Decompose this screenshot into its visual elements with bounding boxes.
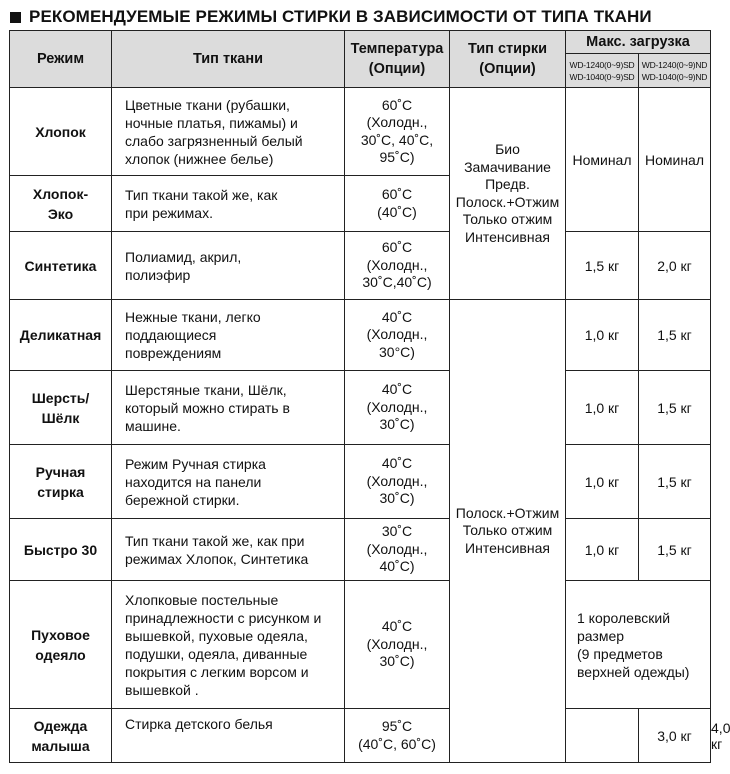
header-model-b-line2: WD-1040(0~9)ND — [641, 71, 708, 82]
wash-type-line: Полоск.+Отжим — [455, 193, 560, 210]
section-title — [10, 6, 652, 28]
header-wash-type-line1: Тип стирки — [467, 41, 548, 57]
fabric-line: вышевкой, пуховые одеяла, — [125, 627, 308, 644]
mode-line: Хлопок- — [32, 185, 89, 202]
mode-cell — [10, 88, 112, 176]
fabric-line: машине. — [125, 417, 181, 434]
fabric-line: Полиамид, акрил, — [125, 248, 242, 265]
mode-line: Эко — [47, 205, 74, 222]
wash-type-line: Только отжим — [462, 522, 553, 539]
temperature-line: 60˚C — [381, 186, 413, 202]
mode-line: Хлопок — [35, 123, 86, 140]
temperature-cell — [345, 300, 450, 371]
load-combined-line: (9 предметов — [577, 645, 663, 662]
mode-cell — [10, 371, 112, 445]
temperature-cell — [345, 581, 450, 709]
fabric-cell — [112, 300, 345, 371]
temperature-line: 60˚C — [381, 96, 413, 113]
temperature-line: 30˚C) — [379, 490, 415, 507]
load-combined-line: размер — [577, 627, 625, 644]
table-row — [10, 445, 711, 519]
temperature-line: (Холодн., — [366, 472, 428, 489]
header-wash-type-line2: (Опции) — [479, 61, 536, 77]
mode-line: стирка — [37, 483, 84, 500]
temperature-line: (Холодн., — [366, 326, 428, 343]
load-b-cell: 1,5 кг — [639, 300, 711, 371]
wash-type-line: Био — [495, 141, 520, 157]
mode-line: Пуховое — [31, 626, 90, 643]
fabric-cell — [112, 232, 345, 300]
load-combined-line: верхней одежды) — [577, 663, 690, 680]
header-temperature — [345, 31, 450, 88]
temperature-line: 40˚C — [381, 308, 413, 325]
wash-type-line: Интенсивная — [465, 228, 550, 245]
temperature-cell — [345, 709, 450, 763]
mode-line: Шерсть/ — [31, 389, 90, 406]
mode-line: малыша — [31, 737, 90, 754]
wash-modes-table — [9, 30, 730, 763]
fabric-line: Нежные ткани, легко — [125, 309, 261, 325]
mode-line: Одежда — [33, 717, 88, 734]
temperature-line: 30˚C,40˚C) — [362, 274, 432, 291]
fabric-line: вышевкой . — [125, 681, 199, 698]
table-row — [10, 519, 711, 581]
bullet-square-icon — [10, 12, 21, 23]
temperature-line: 60˚C — [381, 239, 413, 256]
temperature-line: 30°C) — [379, 343, 415, 360]
mode-cell — [10, 232, 112, 300]
temperature-line: 30˚C) — [379, 416, 415, 433]
header-temperature-line1: Температура — [350, 41, 444, 57]
temperature-line: 40˚C — [381, 455, 413, 472]
fabric-line: Стирка детского белья — [125, 716, 273, 732]
temperature-line: 40˚C — [381, 618, 413, 635]
wash-type-line: Замачивание — [464, 158, 551, 175]
temperature-line: 30˚C, 40˚C, — [360, 131, 434, 148]
load-a-cell: 3,0 кг — [639, 709, 711, 763]
temperature-cell — [345, 519, 450, 581]
fabric-cell — [112, 445, 345, 519]
fabric-line: слабо загрязненный белый — [125, 132, 303, 149]
fabric-line: который можно стирать в — [125, 399, 290, 416]
temperature-cell — [345, 445, 450, 519]
fabric-cell — [112, 176, 345, 232]
temperature-cell — [345, 176, 450, 232]
mode-cell — [10, 445, 112, 519]
temperature-line: 30˚C — [381, 523, 413, 540]
temperature-line: (Холодн., — [366, 256, 428, 273]
temperature-cell — [345, 232, 450, 300]
fabric-line: хлопок (нижнее белье) — [125, 150, 274, 167]
wash-type-line: Предв. — [485, 176, 530, 192]
temperature-cell — [345, 371, 450, 445]
temperature-line: (Холодн., — [366, 398, 428, 415]
mode-line: Синтетика — [24, 257, 97, 274]
fabric-line: бережной стирки. — [125, 491, 240, 508]
fabric-line: Цветные ткани (рубашки, — [125, 96, 290, 113]
mode-line: Ручная — [35, 463, 86, 480]
load-a-cell: 1,0 кг — [566, 371, 639, 445]
load-b-cell: Номинал — [639, 88, 711, 232]
header-mode: Режим — [10, 31, 112, 88]
fabric-line: поддающиеся — [125, 327, 217, 343]
table-row: Одежда малыша Стирка детского белья 95˚C (40˚C, 60˚C) 3,0 кг 4,0 кг — [10, 709, 711, 763]
header-wash-type — [450, 31, 566, 88]
fabric-line: находится на панели — [125, 473, 262, 490]
fabric-cell — [112, 519, 345, 581]
load-a-cell: 1,0 кг — [566, 519, 639, 581]
fabric-cell — [112, 709, 345, 763]
load-b-cell: 1,5 кг — [639, 371, 711, 445]
fabric-cell — [112, 371, 345, 445]
fabric-line: Режим Ручная стирка — [125, 455, 266, 472]
wash-type-group-1 — [450, 88, 566, 300]
temperature-line: (40˚C, 60˚C) — [358, 735, 436, 752]
mode-cell — [10, 581, 112, 709]
load-a-cell: 1,0 кг — [566, 300, 639, 371]
load-a-cell: 1,0 кг — [566, 445, 639, 519]
mode-cell — [10, 176, 112, 232]
mode-cell — [10, 709, 112, 763]
table-row — [10, 371, 711, 445]
fabric-line: Тип ткани такой же, как при — [125, 532, 305, 549]
temperature-line: 30˚C) — [379, 653, 415, 670]
load-combined-line: 1 королевский — [577, 609, 671, 626]
fabric-line: Шерстяные ткани, Шёлк, — [125, 381, 287, 398]
load-b-cell: 2,0 кг — [639, 232, 711, 300]
table-row — [10, 232, 711, 300]
header-model-a — [566, 54, 639, 88]
table-row — [10, 88, 711, 176]
temperature-line: (Холодн., — [366, 540, 428, 557]
temperature-line: 95˚C) — [379, 149, 415, 165]
temperature-line: 40˚C — [381, 381, 413, 398]
fabric-line: Тип ткани такой же, как — [125, 186, 278, 203]
mode-line: одеяло — [35, 646, 86, 663]
temperature-line: 40˚C) — [379, 558, 415, 575]
temperature-line: (40˚C) — [377, 203, 417, 220]
load-b-cell: 1,5 кг — [639, 445, 711, 519]
wash-type-line: Только отжим — [462, 211, 553, 227]
load-b-cell: 1,5 кг — [639, 519, 711, 581]
mode-cell — [10, 300, 112, 371]
fabric-line: режимах Хлопок, Синтетика — [125, 550, 309, 567]
table-row — [10, 581, 711, 709]
header-temperature-line2: (Опции) — [368, 61, 426, 77]
header-model-b-line1: WD-1240(0~9)ND — [641, 59, 708, 70]
header-model-b — [639, 54, 711, 88]
load-combined-cell — [566, 581, 711, 709]
temperature-line: 95˚C — [381, 718, 413, 734]
header-model-a-line1: WD-1240(0~9)SD — [569, 59, 635, 70]
fabric-line: принадлежности с рисунком и — [125, 609, 322, 626]
table-row — [10, 300, 711, 371]
temperature-line: (Холодн., — [366, 635, 428, 652]
fabric-line: полиэфир — [125, 266, 191, 283]
load-a-cell: Номинал — [566, 88, 639, 232]
header-max-load: Макс. загрузка — [566, 31, 711, 54]
temperature-cell — [345, 88, 450, 176]
wash-type-line: Интенсивная — [465, 539, 550, 556]
fabric-line: покрытия с легким ворсом и — [125, 663, 309, 680]
fabric-line: повреждениям — [125, 345, 222, 361]
load-a-cell: 1,5 кг — [566, 232, 639, 300]
fabric-line: Хлопковые постельные — [125, 591, 279, 608]
mode-line: Деликатная — [19, 327, 102, 343]
header-fabric: Тип ткани — [112, 31, 345, 88]
mode-cell — [10, 519, 112, 581]
temperature-line: (Холодн., — [366, 114, 428, 130]
wash-type-empty-cell — [566, 709, 639, 763]
header-model-a-line2: WD-1040(0~9)SD — [569, 71, 635, 82]
fabric-cell — [112, 88, 345, 176]
fabric-line: ночные платья, пижамы) и — [125, 114, 298, 131]
wash-type-line: Полоск.+Отжим — [455, 504, 560, 521]
fabric-line: подушки, одеяла, диванные — [125, 645, 308, 662]
fabric-cell — [112, 581, 345, 709]
fabric-line: при режимах. — [125, 204, 213, 221]
mode-line: Шёлк — [41, 409, 80, 426]
section-title-text: РЕКОМЕНДУЕМЫЕ РЕЖИМЫ СТИРКИ В ЗАВИСИМОСТИ ОТ ТИПА ТКАНИ — [29, 7, 652, 26]
wash-type-group-2 — [450, 300, 566, 763]
mode-line: Быстро 30 — [23, 541, 98, 558]
